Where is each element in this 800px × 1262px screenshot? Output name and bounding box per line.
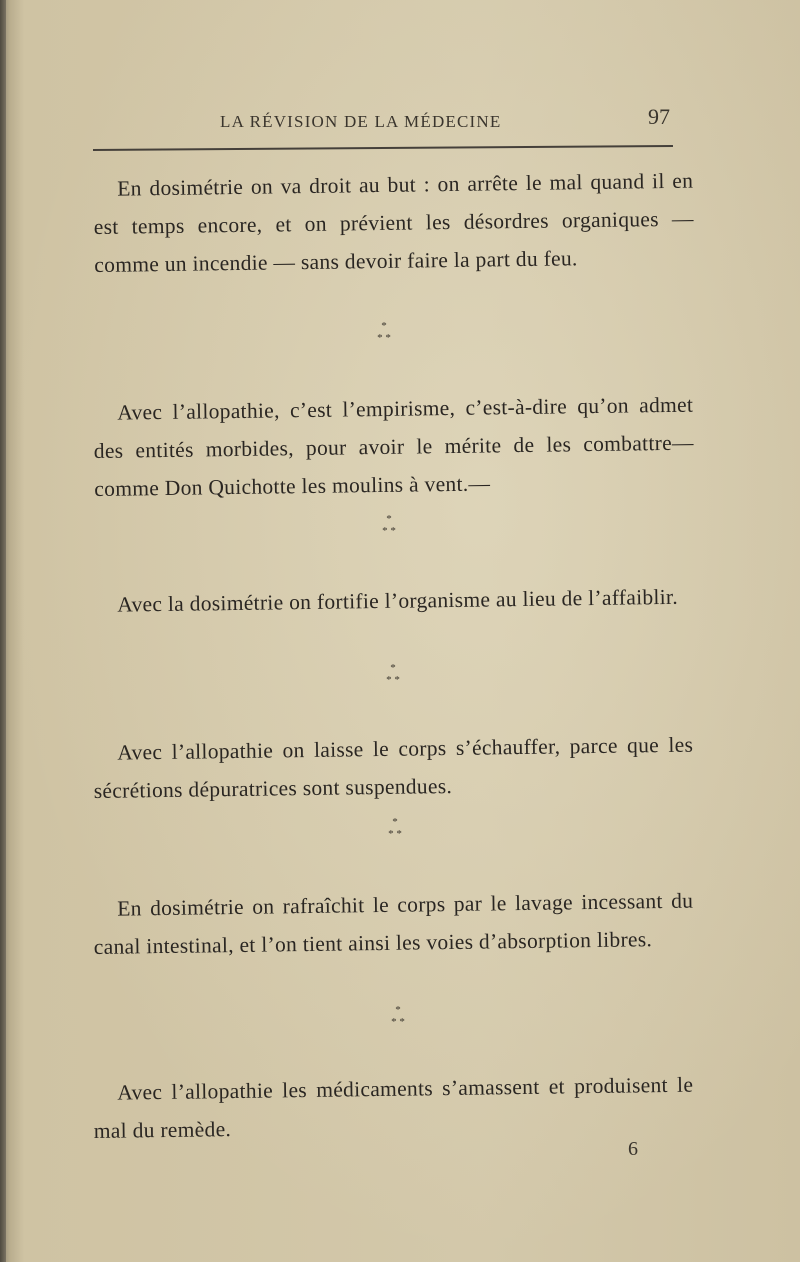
header-rule — [93, 145, 673, 151]
running-title: LA RÉVISION DE LA MÉDECINE — [220, 112, 502, 131]
paragraph-2 — [93, 386, 695, 508]
paragraph-3 — [93, 578, 693, 624]
asterism-2 — [369, 513, 409, 537]
asterism-bottom: * * — [391, 1016, 405, 1028]
asterism-top: * — [392, 816, 398, 828]
paragraph-4 — [93, 726, 694, 810]
asterism-1 — [364, 320, 404, 344]
signature-mark: 6 — [628, 1138, 638, 1160]
asterism-bottom: * * — [382, 525, 396, 537]
book-spine-edge — [0, 0, 6, 1262]
page-number: 97 — [648, 104, 670, 129]
asterism-top: * — [390, 662, 396, 674]
paragraph-5-text: En dosimétrie on rafraîchit le corps par le lavage incessant du canal intestinal, et l’on tient ainsi les voies d’absorption libres. — [93, 888, 694, 959]
paragraph-6 — [93, 1066, 694, 1150]
paragraph-1-text: En dosimétrie on va droit au but : on arrête le mal quand il en est temps encore, et on prévient les désordres organiques — comme un incendie — sans devoir faire la part du feu. — [93, 168, 694, 277]
paragraph-5 — [93, 882, 694, 966]
asterism-top: * — [395, 1004, 401, 1016]
paragraph-4-text: Avec l’allopathie on laisse le corps s’échauffer, parce que les sécrétions dépuratrices sont suspendues. — [93, 732, 694, 803]
asterism-bottom: * * — [377, 332, 391, 344]
paragraph-3-text: Avec la dosimétrie on fortifie l’organisme au lieu de l’affaiblir. — [117, 584, 679, 617]
paragraph-6-text: Avec l’allopathie les médicaments s’amassent et produisent le mal du remède. — [93, 1072, 694, 1143]
asterism-5 — [378, 1004, 418, 1028]
asterism-3 — [373, 662, 413, 686]
asterism-bottom: * * — [386, 674, 400, 686]
asterism-top: * — [386, 513, 392, 525]
paragraph-1 — [93, 162, 695, 284]
asterism-4 — [375, 816, 415, 840]
paragraph-2-text: Avec l’allopathie, c’est l’empirisme, c’est-à-dire qu’on admet des entités morbides, pour avoir le mérite de les combattre— comme Don Quichotte les moulins à vent.— — [93, 392, 694, 501]
asterism-bottom: * * — [388, 828, 402, 840]
asterism-top: * — [381, 320, 387, 332]
